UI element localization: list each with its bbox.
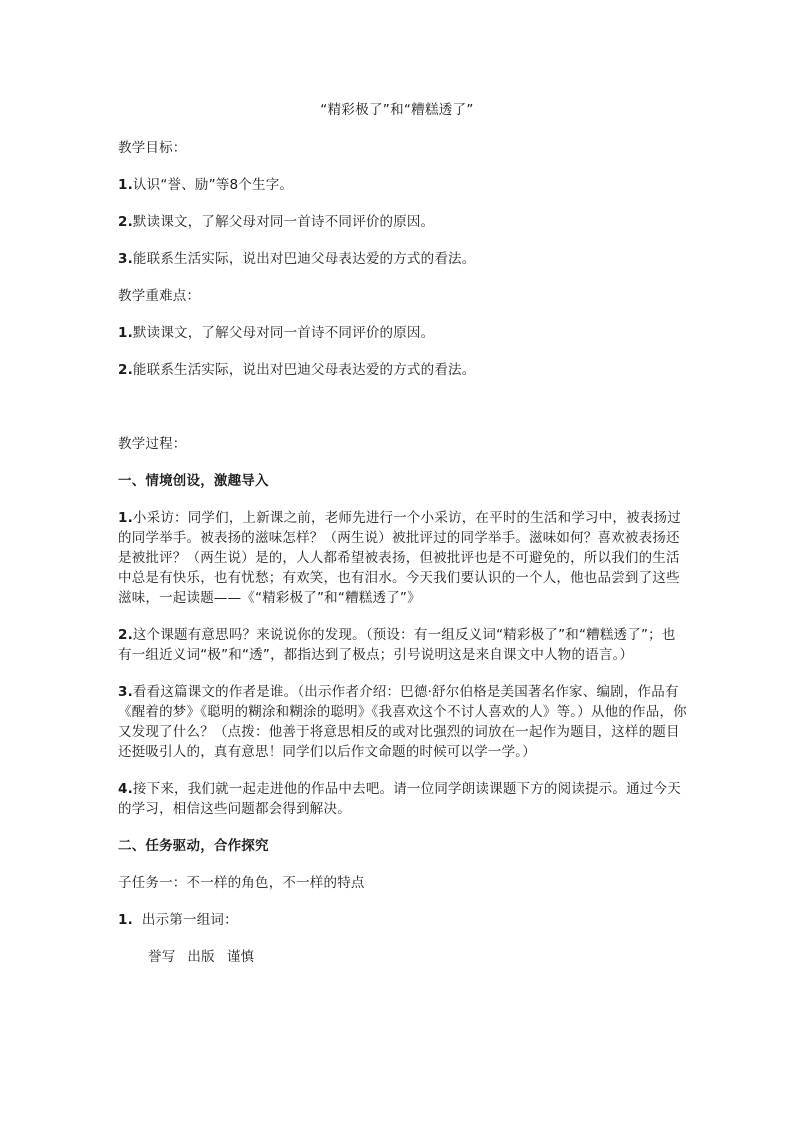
word: 出版 [187, 949, 215, 965]
step-item [118, 910, 688, 930]
item-number: 1. [118, 177, 133, 193]
paragraph-text: 看看这篇课文的作者是谁。（出示作者介绍：巴德·舒尔伯格是美国著名作家、编剧，作品有《醒着的梦》《聪明的糊涂和糊涂的聪明》《我喜欢这个不讨人喜欢的人》等。）从他的作品，你又发现了什么？（点拨：他善于将意思相反的或对比强烈的词放在一起作为题目，这样的题目还挺吸引人的，真有意思！同学们以后作文命题的时候可以学一学。） [118, 684, 687, 760]
item-number: 3. [118, 251, 133, 267]
section1-paragraph [118, 625, 688, 665]
keypoint-item [118, 360, 688, 380]
section1-paragraph [118, 779, 688, 819]
goal-item [118, 212, 688, 232]
item-number: 2. [118, 214, 133, 230]
item-number: 1. [118, 510, 133, 526]
paragraph-text: 小采访：同学们，上新课之前，老师先进行一个小采访，在平时的生活和学习中，被表扬过的同学举手。被表扬的滋味怎样？（两生说）被批评过的同学举手。滋味如何？喜欢被表扬还是被批评？（两生说）是的，人人都希望被表扬，但被批评也是不可避免的，所以我们的生活中总是有快乐，也有忧愁；有欢笑，也有泪水。今天我们要认识的一个人，他也品尝到了这些滋味，一起读题——《“精彩极了”和“糟糕透了”》 [118, 510, 681, 606]
item-number: 1. [118, 325, 133, 341]
item-text: 能联系生活实际，说出对巴迪父母表达爱的方式的看法。 [132, 251, 476, 267]
item-number: 2. [118, 627, 133, 643]
section1-paragraph [118, 508, 688, 608]
goal-item [118, 175, 688, 195]
document-title: “精彩极了”和“糟糕透了” [320, 102, 474, 118]
paragraph-text: 接下来，我们就一起走进他的作品中去吧。请一位同学朗读课题下方的阅读提示。通过今天的学习，相信这些问题都会得到解决。 [118, 781, 681, 817]
item-text: 认识“誉、励”等8个生字。 [132, 177, 294, 193]
keypoint-item [118, 323, 688, 343]
item-number: 3. [118, 684, 133, 700]
item-number: 2. [118, 362, 133, 378]
item-text: 默读课文，了解父母对同一首诗不同评价的原因。 [132, 325, 435, 341]
item-text: 能联系生活实际，说出对巴迪父母表达爱的方式的看法。 [132, 362, 476, 378]
subtask-heading: 子任务一：不一样的角色，不一样的特点 [118, 875, 365, 891]
goal-item [118, 249, 688, 269]
paragraph-text: 这个课题有意思吗？来说说你的发现。（预设：有一组反义词“精彩极了”和“糟糕透了”；也有一组近义词“极”和“透”，都指达到了极点；引号说明这是来自课文中人物的语言。） [118, 627, 676, 663]
section1-heading: 一、情境创设，激趣导入 [118, 473, 269, 489]
item-number: 1. [118, 912, 133, 928]
section1-paragraph [118, 682, 688, 762]
goals-heading: 教学目标： [118, 140, 187, 156]
keypoints-heading: 教学重难点： [118, 288, 201, 304]
word: 谨慎 [226, 949, 255, 965]
item-number: 4. [118, 781, 133, 797]
word-list [118, 947, 688, 967]
section2-heading: 二、任务驱动，合作探究 [118, 838, 269, 854]
document-body [118, 138, 688, 967]
word: 誉写 [148, 949, 176, 965]
item-text: 默读课文，了解父母对同一首诗不同评价的原因。 [132, 214, 435, 230]
step-text: 出示第一组词： [141, 912, 238, 928]
process-heading: 教学过程： [118, 436, 187, 452]
